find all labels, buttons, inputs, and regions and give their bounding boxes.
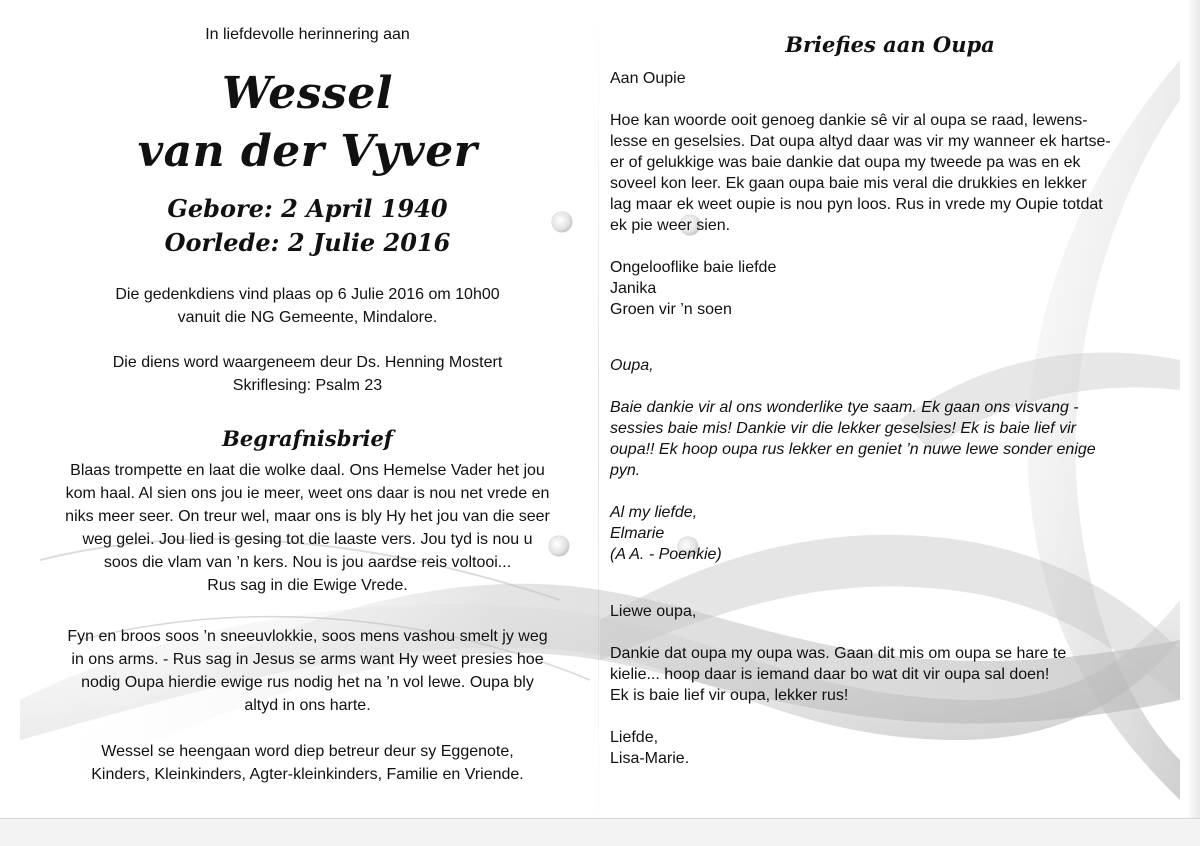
paragraph-line: Wessel se heengaan word diep betreur deur sy Eggenote, [101, 743, 514, 760]
minister-details [20, 351, 595, 397]
right-panel [610, 0, 1170, 810]
letter-signoff: Al my liefde, [610, 504, 698, 521]
letter-lisa-marie [610, 601, 1165, 769]
letter-line: Ek is baie lief vir oupa, lekker rus! [610, 687, 849, 704]
service-line: Die gedenkdiens vind plaas op 6 Julie 2016 om 10h00 [115, 286, 500, 303]
letter-line: soveel kon leer. Ek gaan oupa baie mis veral die drukkies en lekker [610, 175, 1087, 192]
paragraph-line: kom haal. Al sien ons jou ie meer, weet ons daar is nou net vrede en [65, 485, 550, 502]
letter-line: lag maar ek weet oupie is nou pyn loos. Rus in vrede my Oupie totdat [610, 196, 1103, 213]
letter-greeting: Aan Oupie [610, 70, 686, 87]
funeral-letter-heading: Begrafnisbrief [222, 426, 393, 451]
letter-line: pyn. [610, 462, 641, 479]
paragraph-line: soos die vlam van ’n kers. Nou is jou aardse reis voltooi... [103, 554, 512, 571]
letter-line: Baie dankie vir al ons wonderlike tye saam. Ek gaan ons visvang - [610, 399, 1079, 416]
service-details [20, 283, 595, 329]
letter-line: kielie... hoop daar is iemand daar bo wat dit vir oupa sal doen! [610, 666, 1050, 683]
paragraph-line: weg gelei. Jou lied is gesing tot die laaste vers. Jou tyd is nou u [82, 531, 533, 548]
scan-bottom-edge [0, 818, 1200, 846]
letter-signoff: Ongelooflike baie liefde [610, 259, 777, 276]
center-fold [598, 0, 599, 845]
letter-signoff: Liefde, [610, 729, 659, 746]
letter-signoff: Groen vir ’n soen [610, 301, 732, 318]
paragraph-line: Blaas trompette en laat die wolke daal. Ons Hemelse Vader het jou [70, 462, 545, 479]
letter-line: er of gelukkige was baie dankie dat oupa my tweede pa was en ek [610, 154, 1081, 171]
death-date: Oorlede: 2 Julie 2016 [164, 228, 451, 257]
letters-heading: Briefies aan Oupa [785, 32, 995, 57]
left-panel [20, 0, 595, 810]
letter-greeting: Oupa, [610, 357, 654, 374]
intro-text: In liefdevolle herinnering aan [205, 26, 410, 43]
letter-line: oupa!! Ek hoop oupa rus lekker en geniet ’n nuwe lewe sonder enige [610, 441, 1096, 458]
letter-line: Dankie dat oupa my oupa was. Gaan dit mis om oupa se hare te [610, 645, 1067, 662]
letter-signature: Elmarie [610, 525, 665, 542]
scripture-line: Skriflesing: Psalm 23 [232, 377, 383, 394]
paragraph-line: Rus sag in die Ewige Vrede. [207, 577, 408, 594]
letter-signature: Lisa-Marie. [610, 750, 690, 767]
birth-date: Gebore: 2 April 1940 [167, 194, 448, 223]
letter-line: Hoe kan woorde ooit genoeg dankie sê vir al oupa se raad, lewens- [610, 112, 1088, 129]
letter-line: sessies baie mis! Dankie vir die lekker geselsies! Ek is baie lief vir [610, 420, 1076, 437]
minister-line: Die diens word waargeneem deur Ds. Henning Mostert [112, 354, 503, 371]
paragraph-line: in ons arms. - Rus sag in Jesus se arms want Hy weet presies hoe [71, 651, 544, 668]
page-edge-shadow [1186, 0, 1200, 845]
letter-elmarie [610, 355, 1165, 565]
paragraph-line: niks meer seer. On treur wel, maar ons is bly Hy het jou van die seer [65, 508, 550, 525]
service-line: vanuit die NG Gemeente, Mindalore. [177, 309, 438, 326]
letter-signature: Janika [610, 280, 657, 297]
paragraph-line: nodig Oupa hierdie ewige rus nodig het na ’n vol lewe. Oupa bly [81, 674, 534, 691]
letter-line: lesse en geselsies. Dat oupa altyd daar was vir my wanneer ek hartse- [610, 133, 1111, 150]
deceased-first-name: Wessel [221, 68, 394, 119]
paragraph-line: Fyn en broos soos ’n sneeuvlokkie, soos mens vashou smelt jy weg [67, 628, 548, 645]
paragraph-line: Kinders, Kleinkinders, Agter-kleinkinders, Familie en Vriende. [91, 766, 524, 783]
letter-line: ek pie weer sien. [610, 217, 731, 234]
mourners-paragraph [20, 740, 595, 786]
letter-janika [610, 68, 1165, 320]
deceased-surname: van der Vyver [137, 126, 478, 177]
paragraph-line: altyd in ons harte. [244, 697, 371, 714]
funeral-paragraph-2 [20, 625, 595, 717]
funeral-paragraph-1 [20, 459, 595, 597]
letter-greeting: Liewe oupa, [610, 603, 697, 620]
letter-signoff: (A A. - Poenkie) [610, 546, 722, 563]
